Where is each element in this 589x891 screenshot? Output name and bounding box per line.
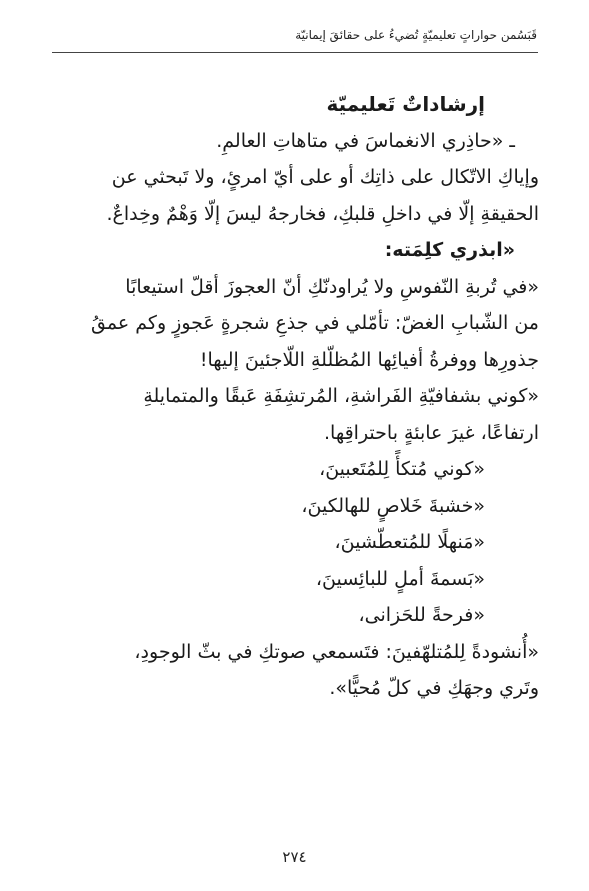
- text-line: «مَنهلًا للمُتعطّشينَ،: [334, 531, 485, 553]
- text-line: «كوني بشفافيّةِ الفَراشةِ، المُرتشِفَةِ عَبقًا والمتمايلةِ: [143, 385, 539, 407]
- text-line: وتَري وجهَكِ في كلّ مُحيًّا».: [329, 677, 539, 699]
- text-line: الحقيقةِ إلّا في داخلِ قلبكِ، فخارجهُ ليسَ إلّا وَهْمٌ وخِداعٌ.: [106, 202, 539, 225]
- text-line: من الشّبابِ الغضّ: تأمّلي في جذعِ شجرةٍ عَجوزٍ وكم عمقُ: [91, 312, 539, 334]
- text-line: ارتفاعًا، غيرَ عابئةٍ باحتراقِها.: [324, 421, 539, 444]
- sub-heading: «ابذري كلِمَته:: [384, 239, 515, 261]
- text-line: «فرحةً للحَزانى،: [358, 604, 485, 626]
- body-text: [49, 86, 539, 707]
- text-line: «في تُربةِ النّفوسِ ولا يُراودنّكِ أنّ العجوزَ أقلّ استيعابًا: [125, 275, 539, 298]
- section-heading: إرشاداتٌ تَعليميّة: [326, 92, 485, 116]
- running-header: قَبَسُمن حواراتٍ تعليميّةٍ تُضيءُ على حقائقَ إيمانيّة: [295, 28, 537, 42]
- header-divider: [52, 52, 538, 53]
- text-line: جذورِها ووفرةُ أفيائِها المُظلّلةِ اللّاجئينَ إليها!: [199, 348, 539, 371]
- page-number: ٢٧٤: [282, 848, 307, 866]
- text-line: «بَسمةَ أملٍ للبائِسينَ،: [315, 567, 485, 590]
- text-line: وإياكِ الاتّكال على ذاتِك أو على أيّ امرئٍ، ولا تَبحثي عن: [111, 166, 539, 188]
- text-line: «خشبةَ خَلاصٍ للهالكينَ،: [301, 494, 485, 517]
- text-line: ـ «حاذِري الانغماسَ في متاهاتِ العالمِ.: [216, 129, 515, 152]
- text-line: «أُنشودةً لِلمُتلهّفينَ: فتَسمعي صوتكِ في بثّ الوجودِ،: [134, 640, 539, 663]
- text-line: «كوني مُتكأً لِلمُتَعبينَ،: [319, 458, 485, 480]
